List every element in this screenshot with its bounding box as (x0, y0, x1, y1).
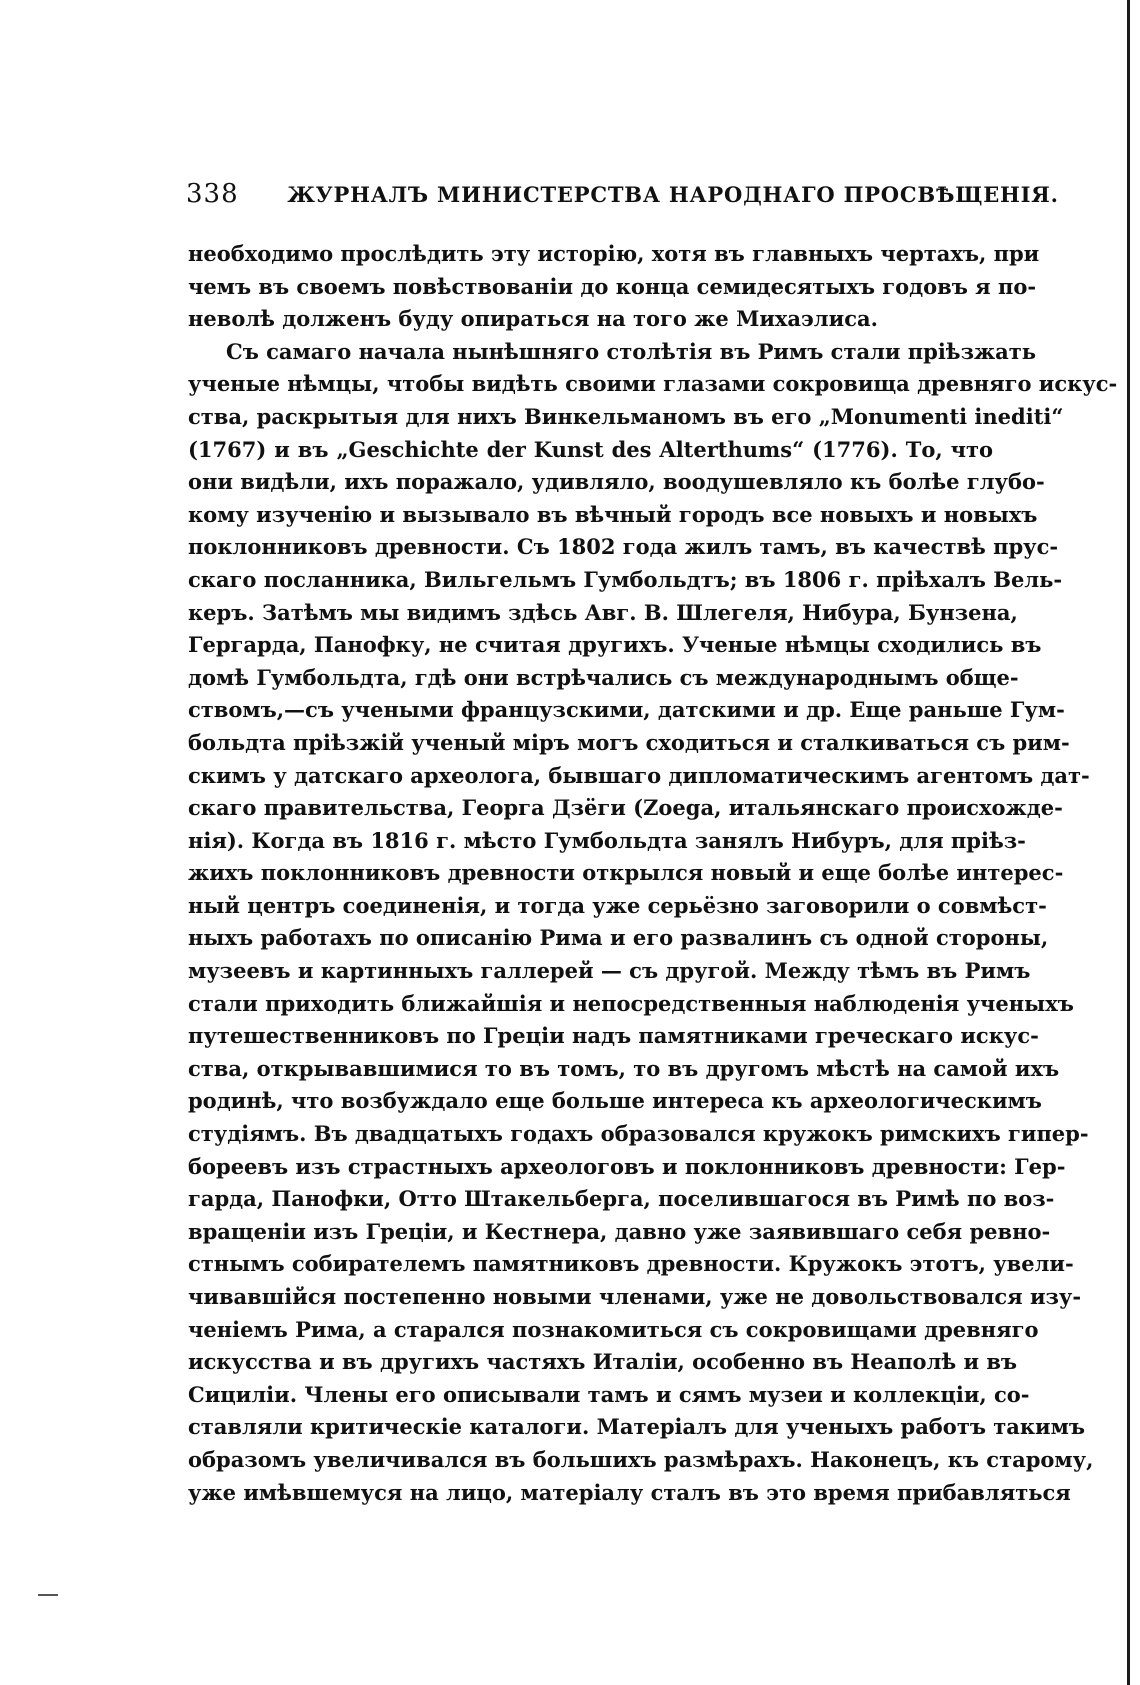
text-line: родинѣ, что возбуждало еще больше интереса къ археологическимъ (188, 1088, 1042, 1114)
text-line: путешественниковъ по Греціи надъ памятниками греческаго искус- (188, 1023, 1039, 1049)
text-line: чивавшійся постепенно новыми членами, уже не довольствовался изу- (188, 1284, 1082, 1309)
margin-dash (38, 1594, 58, 1596)
text-line: чемъ въ своемъ повѣствованіи до конца семидесятыхъ годовъ я по- (188, 273, 1037, 299)
text-line: стнымъ собирателемъ памятниковъ древности. Кружокъ этотъ, увели- (188, 1251, 1074, 1277)
text-line: ченіемъ Рима, а старался познакомиться съ сокровищами древняго (188, 1316, 1039, 1342)
text-line: образомъ увеличивался въ большихъ размѣрахъ. Наконецъ, къ старому, (188, 1446, 1094, 1472)
text-line: домѣ Гумбольдта, гдѣ они встрѣчались съ международнымъ обще- (188, 664, 1019, 690)
page-edge-rule (1127, 0, 1130, 1685)
text-line: керъ. Затѣмъ мы видимъ здѣсь Авг. В. Шлегеля, Нибура, Бунзена, (188, 599, 1018, 625)
text-line: вращеніи изъ Греціи, и Кестнера, давно уже заявившаго себя ревно- (188, 1218, 1051, 1244)
text-line: нія). Когда въ 1816 г. мѣсто Гумбольдта занялъ Нибуръ, для пріѣз- (188, 827, 1026, 853)
text-line: Сициліи. Члены его описывали тамъ и сямъ музеи и коллекціи, со- (188, 1381, 1030, 1407)
text-line: скаго посланника, Вильгельмъ Гумбольдтъ; въ 1806 г. пріѣхалъ Вель- (188, 566, 1063, 592)
text-line: больдта пріѣзжій ученый міръ могъ сходиться и сталкиваться съ рим- (188, 729, 1070, 755)
text-line: поклонниковъ древности. Съ 1802 года жилъ тамъ, въ качествѣ прус- (188, 534, 1059, 560)
running-head (186, 176, 1059, 212)
text-line: ства, раскрытыя для нихъ Винкельманомъ въ его „Monumenti inediti“ (188, 403, 1064, 429)
text-line: ный центръ соединенія, и тогда уже серьёзно заговорили о совмѣст- (188, 892, 1047, 918)
text-line: неволѣ долженъ буду опираться на того же Михаэлиса. (188, 306, 878, 332)
page-number: 338 (186, 179, 239, 209)
text-line: жихъ поклонниковъ древности открылся новый и еще болѣе интерес- (188, 860, 1064, 886)
text-line: ства, открывавшимися то въ томъ, то въ другомъ мѣстѣ на самой ихъ (188, 1055, 1060, 1081)
text-line: ныхъ работахъ по описанію Рима и его развалинъ съ одной стороны, (188, 925, 1049, 951)
text-line: музеевъ и картинныхъ галлерей — съ другой. Между тѣмъ въ Римъ (188, 958, 1031, 984)
text-line: кому изученію и вызывало въ вѣчный городъ все новыхъ и новыхъ (188, 501, 1038, 527)
text-line: скаго правительства, Георга Дзёги (Zoega, итальянскаго происхожде- (188, 795, 1063, 821)
text-line: гарда, Панофки, Отто Штакельберга, поселившагося въ Римѣ по воз- (188, 1186, 1055, 1212)
text-line: студіямъ. Въ двадцатыхъ годахъ образовался кружокъ римскихъ гипер- (188, 1121, 1089, 1147)
journal-title: ЖУРНАЛЪ МИНИСТЕРСТВА НАРОДНАГО ПРОСВѢЩЕНІЯ. (287, 182, 1059, 207)
text-line: (1767) и въ „Geschichte der Kunst des Alterthums“ (1776). То, что (188, 436, 993, 462)
text-line: ставляли критическіе каталоги. Матеріалъ для ученыхъ работъ такимъ (188, 1414, 1085, 1440)
text-line: искусства и въ другихъ частяхъ Италіи, особенно въ Неаполѣ и въ (188, 1349, 1018, 1375)
paragraph-first-line: Съ самаго начала нынѣшняго столѣтія въ Римъ стали пріѣзжать (226, 338, 1037, 364)
text-line: ученые нѣмцы, чтобы видѣть своими глазами сокровища древняго искус- (188, 371, 1118, 397)
text-line: уже имѣвшемуся на лицо, матеріалу сталъ въ это время прибавляться (188, 1479, 1071, 1505)
text-line: они видѣли, ихъ поражало, удивляло, воодушевляло къ болѣе глубо- (188, 469, 1045, 495)
body-text (188, 238, 1118, 1509)
text-line: скимъ у датскаго археолога, бывшаго дипломатическимъ агентомъ дат- (188, 762, 1090, 788)
text-line: стали приходить ближайшія и непосредственныя наблюденія ученыхъ (188, 990, 1074, 1016)
text-line: необходимо прослѣдить эту исторію, хотя въ главныхъ чертахъ, при (188, 241, 1040, 266)
text-line: Гергарда, Панофку, не считая другихъ. Ученые нѣмцы сходились въ (188, 632, 1042, 658)
text-line: бореевъ изъ страстныхъ археологовъ и поклонниковъ древности: Гер- (188, 1153, 1066, 1179)
text-line: ствомъ,—съ учеными французскими, датскими и др. Еще раньше Гум- (188, 697, 1065, 723)
